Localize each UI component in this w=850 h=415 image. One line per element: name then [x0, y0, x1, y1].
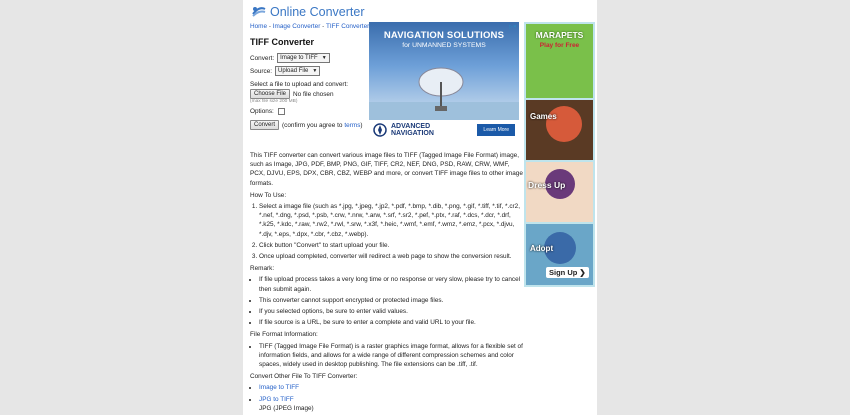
remark-title: Remark:	[250, 265, 275, 273]
ad-marapets-signup-button[interactable]: Sign Up ❯	[546, 267, 589, 278]
convert-select-value: Image to TIFF	[280, 55, 318, 61]
list-item: 2. Click button "Convert" to start upload your file.	[259, 241, 525, 250]
convert-button[interactable]: Convert	[250, 120, 279, 130]
confirm-text: (confirm you agree to	[282, 121, 343, 129]
converter-form	[250, 37, 370, 133]
list-item: • If you selected options, be sure to enter valid values.	[259, 307, 525, 316]
ad-banner-navigation[interactable]	[369, 22, 519, 143]
ad-marapets-dress-up: Dress Up	[528, 180, 566, 190]
ad-brand-line2: NAVIGATION	[391, 130, 434, 137]
page-container	[243, 0, 597, 415]
learn-more-button[interactable]: Learn More	[477, 124, 515, 136]
source-select[interactable]	[275, 66, 320, 76]
options-label: Options:	[250, 108, 274, 115]
convert-select[interactable]	[277, 53, 330, 63]
intro-text: This TIFF converter can convert various image files to TIFF (Tagged Image File Format) image, such as Image, JPG, PDF, BMP, PNG, GIF, TIFF, CR2, NEF, DNG, PSD, RAW, CRW, WMF, PCX, DJVU, EPS, DPX, CBR, CBZ, WEBP and more, or convert TIFF image files to other image formats.	[250, 152, 523, 187]
list-item: 3. Once upload completed, converter will redirect a web page to show the conversion result.	[259, 252, 525, 261]
list-item: • If file source is a URL, be sure to enter a complete and valid URL to your file.	[259, 318, 525, 327]
logo-icon	[251, 5, 267, 19]
converter-desc: JPG (JPEG Image)	[259, 404, 314, 412]
options-checkbox[interactable]	[278, 108, 285, 115]
breadcrumb-separator: -	[320, 23, 326, 30]
ad-marapets-adopt: Adopt	[530, 244, 554, 253]
remark-list	[250, 275, 525, 327]
list-item: • If file upload process takes a very long time or no response or very slow, please try to cancel then submit again.	[259, 275, 525, 293]
source-select-value: Upload File	[278, 68, 309, 74]
main-content	[250, 151, 525, 413]
choose-file-button[interactable]: Choose File	[250, 89, 290, 99]
ad-marapets-games: Games	[530, 112, 557, 121]
ad-banner-image	[369, 22, 519, 120]
confirm-end: )	[360, 121, 363, 129]
chevron-down-icon: ▼	[312, 68, 318, 74]
ad-marapets-brand: MARAPETS	[535, 30, 584, 40]
ad-marapets-tagline: Play for Free	[539, 42, 580, 49]
list-item: • TIFF (Tagged Image File Format) is a raster graphics image format, allows for a flexible set of information fields, and allows for a wide range of different compression schemes and color spaces, widely used in desktop publishing. The file extensions can be .tiff, .tif.	[259, 342, 525, 370]
converter-link[interactable]: JPG to TIFF	[259, 395, 294, 403]
breadcrumb-separator: -	[267, 23, 273, 30]
page-title: TIFF Converter	[250, 37, 315, 47]
list-item	[259, 383, 525, 392]
ad-headline: NAVIGATION SOLUTIONS	[383, 30, 505, 41]
logo-text: Online Converter	[270, 5, 365, 19]
ad-subline: for UNMANNED SYSTEMS	[402, 42, 486, 49]
satellite-dish-illustration	[369, 22, 519, 120]
convert-label: Convert:	[250, 54, 275, 62]
format-list	[250, 342, 525, 370]
no-file-text: No file chosen	[293, 90, 334, 98]
breadcrumb	[250, 23, 369, 30]
breadcrumb-image-converter[interactable]: Image Converter	[272, 23, 321, 30]
chevron-down-icon: ▼	[321, 55, 327, 61]
site-logo[interactable]	[251, 3, 365, 21]
ad-footer	[369, 120, 519, 140]
ad-skyscraper-marapets[interactable]	[524, 22, 595, 287]
terms-link[interactable]: terms	[344, 121, 361, 129]
ad-close-icon[interactable]: ▷✕	[508, 24, 517, 30]
breadcrumb-current[interactable]: TIFF Converter	[325, 23, 370, 30]
format-title: File Format Information:	[250, 331, 318, 339]
select-file-label: Select a file to upload and convert:	[250, 81, 349, 88]
max-size-text: (max file size 200 MB)	[250, 99, 298, 104]
list-item: • This converter cannot support encrypted or protected image files.	[259, 296, 525, 305]
ad-brand	[391, 123, 434, 137]
converter-link[interactable]: Image to TIFF	[259, 384, 300, 392]
howto-title: How To Use:	[250, 191, 287, 199]
breadcrumb-home[interactable]: Home	[250, 23, 268, 30]
other-converters-title: Convert Other File To TIFF Converter:	[250, 373, 358, 381]
ad-brand-line1: ADVANCED	[391, 123, 431, 130]
list-item	[259, 395, 525, 413]
list-item: 1. Select a image file (such as *.jpg, *.jpeg, *.jp2, *.pdf, *.bmp, *.dib, *.png, *.gif, *.tiff, *.tif, *.cr2, *.nef, *.dng, *.psd, *.psb, *.crw, *.nrw, *.arw, *.srf, *.sr2, *.pef, *.ptx, *.raf, *.dcs, *.dcr, *.drf, *.k25, *.kdc, *.raw, *.rw2, *.rwl, *.srw, *.x3f, *.heic, *.wmf, *.emf, *.wmz, *.emz, *.pcx, *.djvu, *.djv, *.eps, *.dpx, *.cbr, *.cbz, *.webp).	[259, 202, 525, 239]
advanced-navigation-logo-icon	[373, 123, 387, 137]
other-converters-list	[250, 383, 525, 413]
howto-list	[250, 202, 525, 261]
source-label: Source:	[250, 67, 273, 75]
